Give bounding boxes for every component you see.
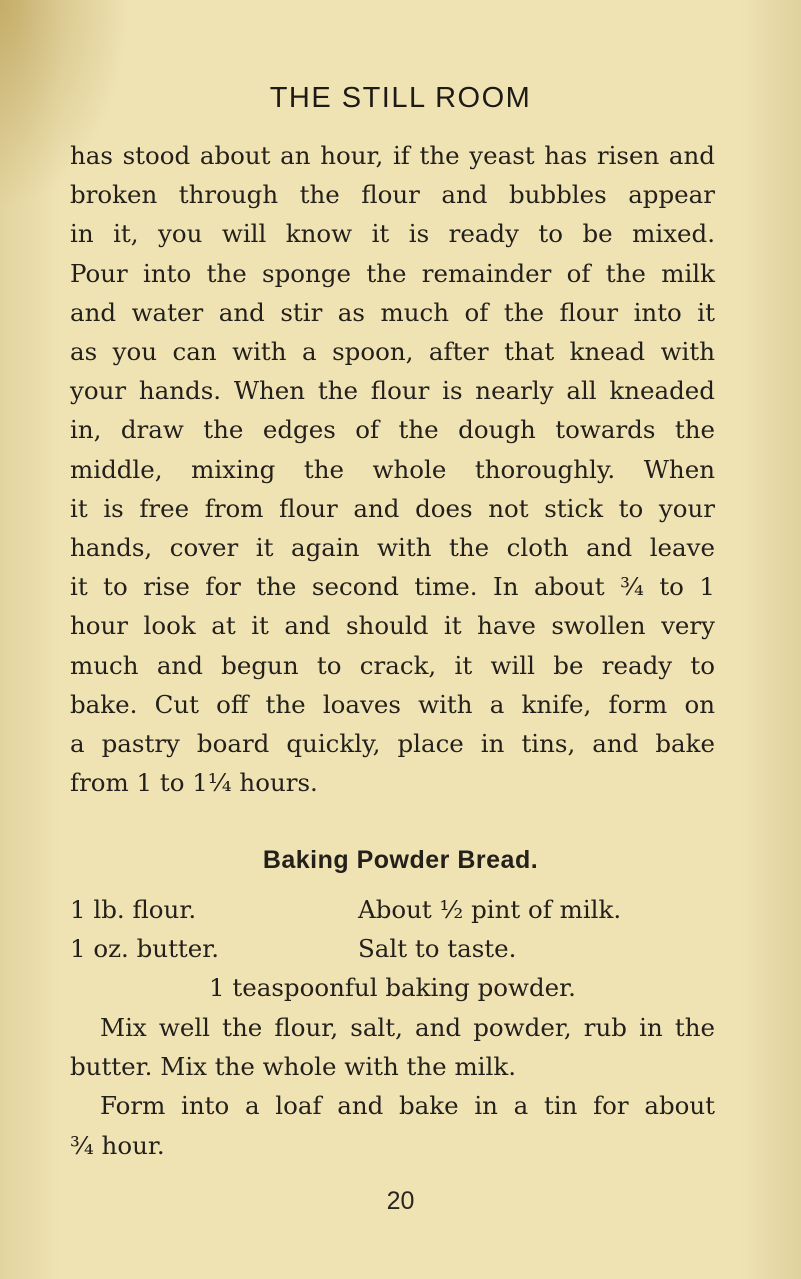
paragraph-line: a pastry board quickly, place in tins, and bake xyxy=(70,729,715,759)
paragraph-line: hour look at it and should it have swollen very xyxy=(70,611,715,641)
page-number: 20 xyxy=(386,1187,415,1215)
paragraph-line: your hands. When the flour is nearly all kneaded xyxy=(70,376,715,406)
paragraph-line: it to rise for the second time. In about ¾ to 1 xyxy=(70,572,715,602)
ingredient-item: 1 lb. flour. xyxy=(70,895,197,924)
recipe-method xyxy=(70,1008,715,1165)
paragraph-line: as you can with a spoon, after that knead with xyxy=(70,337,715,367)
method-line: butter. Mix the whole with the milk. xyxy=(70,1052,516,1082)
paragraph-line: it is free from flour and does not stick to your xyxy=(70,493,715,523)
ingredient-row xyxy=(70,968,715,1007)
recipe-title: Baking Powder Bread. xyxy=(262,846,539,874)
ingredient-item: About ½ pint of milk. xyxy=(358,895,622,924)
ingredient-item: Salt to taste. xyxy=(358,934,517,964)
paragraph-line: bake. Cut off the loaves with a knife, form on xyxy=(70,689,715,719)
paragraph-line: middle, mixing the whole thoroughly. When xyxy=(70,454,715,484)
paragraph-line: has stood about an hour, if the yeast has risen and xyxy=(70,141,715,170)
ingredient-item: 1 teaspoonful baking powder. xyxy=(209,973,576,1003)
method-line: ¾ hour. xyxy=(70,1130,165,1160)
paragraph-line: Pour into the sponge the remainder of the milk xyxy=(70,258,715,288)
paragraph-line: in it, you will know it is ready to be mixed. xyxy=(70,219,715,249)
method-line: Form into a loaf and bake in a tin for about xyxy=(100,1091,715,1121)
ingredient-row xyxy=(70,890,715,929)
ingredient-item: 1 oz. butter. xyxy=(70,934,220,964)
paragraph-line: much and begun to crack, it will be ready to xyxy=(70,650,715,680)
paragraph-line: and water and stir as much of the flour into it xyxy=(70,297,715,327)
method-line: Mix well the flour, salt, and powder, rub in the xyxy=(100,1013,715,1042)
paragraph-line: hands, cover it again with the cloth and leave xyxy=(70,533,715,563)
running-head: THE STILL ROOM xyxy=(269,82,532,114)
paragraph-bread-method xyxy=(70,136,715,802)
ingredient-row xyxy=(70,929,715,968)
paragraph-line: in, draw the edges of the dough towards the xyxy=(70,415,715,445)
ingredients-list xyxy=(70,890,715,1008)
paragraph-line: broken through the flour and bubbles appear xyxy=(70,180,715,210)
paragraph-line: from 1 to 1¼ hours. xyxy=(70,768,318,798)
